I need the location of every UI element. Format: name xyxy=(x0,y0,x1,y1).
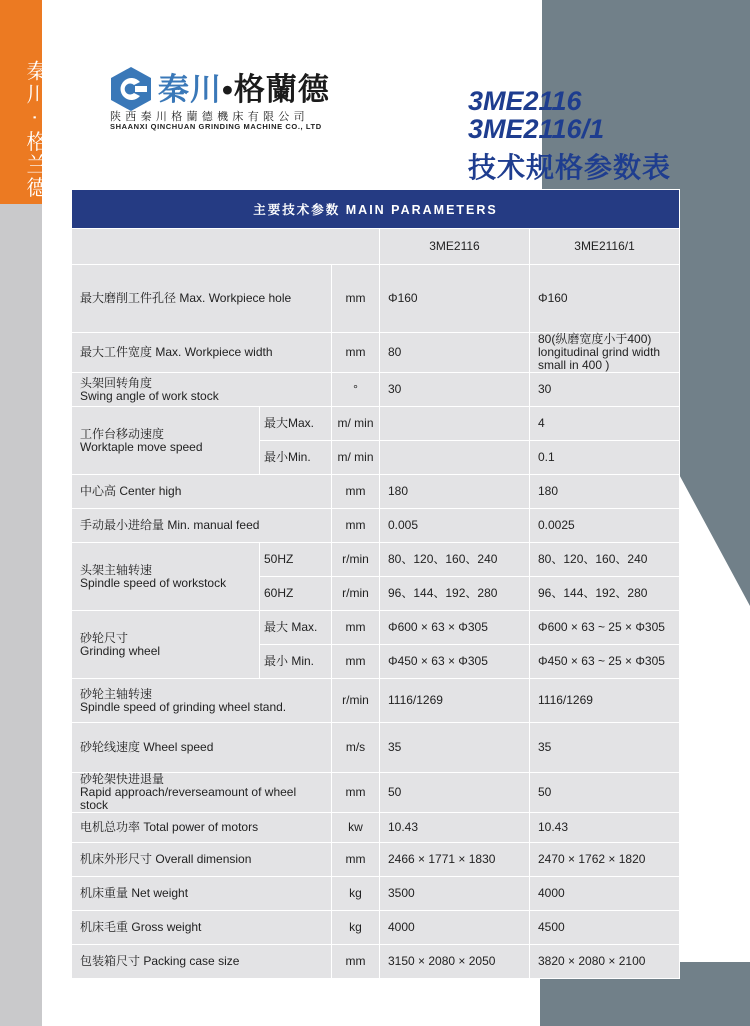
value-model-1: 1116/1269 xyxy=(380,679,530,723)
table-row xyxy=(72,407,680,441)
table-row xyxy=(72,773,680,813)
param-name-cell xyxy=(72,475,332,509)
param-name-cn: 砂轮线速度 xyxy=(80,740,141,754)
logo-name xyxy=(158,64,330,109)
logo-name-part-b: •格蘭德 xyxy=(222,72,330,107)
param-sub-label: 60HZ xyxy=(260,577,332,611)
param-name-cn: 最大磨削工件孔径 xyxy=(80,291,177,305)
table-row xyxy=(72,843,680,877)
param-unit: ° xyxy=(332,373,380,407)
param-unit: kg xyxy=(332,877,380,911)
value-model-1: 50 xyxy=(380,773,530,813)
model-title-2: 3ME2116/1 xyxy=(468,114,605,144)
value-model-2: Φ600 × 63 ~ 25 × Φ305 xyxy=(530,611,680,645)
param-name-cn: 最大工件宽度 xyxy=(80,345,153,359)
value-model-2: 1116/1269 xyxy=(530,679,680,723)
value-model-1: 0.005 xyxy=(380,509,530,543)
value-model-2: 4000 xyxy=(530,877,680,911)
param-name-en: Worktaple move speed xyxy=(80,439,203,454)
table-row xyxy=(72,333,680,373)
table-row xyxy=(72,911,680,945)
param-name-cell xyxy=(72,773,332,813)
param-name-cell xyxy=(72,333,332,373)
value-model-2: 10.43 xyxy=(530,813,680,843)
param-unit: mm xyxy=(332,333,380,373)
value-model-1: 3500 xyxy=(380,877,530,911)
param-name-en: Total power of motors xyxy=(143,820,259,834)
param-name-en: Max. Workpiece hole xyxy=(179,291,292,305)
param-unit: m/s xyxy=(332,723,380,773)
value-model-2: 3820 × 2080 × 2100 xyxy=(530,945,680,979)
spec-table xyxy=(71,189,679,979)
logo-name-part-a: 秦川 xyxy=(158,72,222,107)
logo-company-en: SHAANXI QINCHUAN GRINDING MACHINE CO., LTD xyxy=(110,122,322,131)
param-name-cn: 机床重量 xyxy=(80,886,129,900)
table-row xyxy=(72,543,680,577)
value-model-2: Φ160 xyxy=(530,265,680,333)
param-name-en: Spindle speed of workstock xyxy=(80,575,227,590)
company-logo xyxy=(108,66,338,132)
param-name-cell xyxy=(72,945,332,979)
param-name-cell xyxy=(72,911,332,945)
table-row xyxy=(72,475,680,509)
param-name-en: Net weight xyxy=(131,886,189,900)
param-name-cell xyxy=(72,679,332,723)
value-model-1: 2466 × 1771 × 1830 xyxy=(380,843,530,877)
param-sub-label: 最小 Min. xyxy=(260,645,332,679)
table-row xyxy=(72,611,680,645)
value-model-1 xyxy=(380,441,530,475)
value-model-2: Φ450 × 63 ~ 25 × Φ305 xyxy=(530,645,680,679)
value-model-1: 4000 xyxy=(380,911,530,945)
value-model-2: 4 xyxy=(530,407,680,441)
value-model-2: 35 xyxy=(530,723,680,773)
param-unit: kg xyxy=(332,911,380,945)
value-model-2: 80(纵磨宽度小于400) longitudinal grind width small in 400 ) xyxy=(530,333,680,373)
param-name-en: Gross weight xyxy=(131,920,202,934)
value-model-1: 30 xyxy=(380,373,530,407)
param-name-en: Center high xyxy=(119,484,182,498)
value-model-2: 96、144、192、280 xyxy=(530,577,680,611)
param-name-en: Rapid approach/reverseamount of wheel stock xyxy=(80,785,297,812)
param-unit: m/ min xyxy=(332,441,380,475)
param-name-en: Swing angle of work stock xyxy=(80,388,219,403)
param-sub-label: 最大Max. xyxy=(260,407,332,441)
param-sub-label: 50HZ xyxy=(260,543,332,577)
param-name-en: Max. Workpiece width xyxy=(155,345,273,359)
param-name-en: Grinding wheel xyxy=(80,643,161,658)
param-name-cell xyxy=(72,407,260,475)
param-name-cn: 砂轮架快进退量 xyxy=(80,772,165,786)
param-name-cn: 中心高 xyxy=(80,484,117,498)
value-model-1 xyxy=(380,407,530,441)
value-model-1: Φ450 × 63 × Φ305 xyxy=(380,645,530,679)
param-unit: r/min xyxy=(332,543,380,577)
param-name-cn: 头架回转角度 xyxy=(80,375,153,390)
value-model-2: 50 xyxy=(530,773,680,813)
table-row xyxy=(72,509,680,543)
param-name-cell xyxy=(72,813,332,843)
table-row xyxy=(72,723,680,773)
param-name-cn: 手动最小进给量 xyxy=(80,518,165,532)
param-unit: mm xyxy=(332,773,380,813)
model-header-blank xyxy=(72,229,380,265)
param-sub-label: 最小Min. xyxy=(260,441,332,475)
param-name-en: Min. manual feed xyxy=(167,518,260,532)
value-model-2: 0.1 xyxy=(530,441,680,475)
param-unit: mm xyxy=(332,843,380,877)
value-model-1: 10.43 xyxy=(380,813,530,843)
param-name-cn: 工作台移动速度 xyxy=(80,426,165,441)
param-name-en: Spindle speed of grinding wheel stand. xyxy=(80,699,287,714)
value-model-1: 96、144、192、280 xyxy=(380,577,530,611)
model-title-1: 3ME2116 xyxy=(468,86,582,116)
table-row xyxy=(72,265,680,333)
table-row xyxy=(72,679,680,723)
param-unit: mm xyxy=(332,611,380,645)
value-model-2: 4500 xyxy=(530,911,680,945)
value-model-1: 3150 × 2080 × 2050 xyxy=(380,945,530,979)
param-name-cn: 头架主轴转速 xyxy=(80,562,153,577)
value-model-2: 0.0025 xyxy=(530,509,680,543)
value-model-2: 2470 × 1762 × 1820 xyxy=(530,843,680,877)
value-model-2: 80、120、160、240 xyxy=(530,543,680,577)
param-name-cell xyxy=(72,843,332,877)
param-name-cell xyxy=(72,877,332,911)
param-sub-label: 最大 Max. xyxy=(260,611,332,645)
param-unit: kw xyxy=(332,813,380,843)
param-unit: m/ min xyxy=(332,407,380,441)
table-row xyxy=(72,813,680,843)
param-name-cn: 砂轮尺寸 xyxy=(80,630,129,645)
value-model-1: Φ600 × 63 × Φ305 xyxy=(380,611,530,645)
param-unit: r/min xyxy=(332,577,380,611)
param-name-en: Packing case size xyxy=(143,954,240,968)
logo-company-cn: 陕西秦川格蘭德機床有限公司 xyxy=(110,111,309,123)
table-header: 主要技术参数 MAIN PARAMETERS xyxy=(72,190,680,229)
model-header-2: 3ME2116/1 xyxy=(530,229,680,265)
param-unit: mm xyxy=(332,265,380,333)
model-header-1: 3ME2116 xyxy=(380,229,530,265)
param-name-en: Wheel speed xyxy=(143,740,214,754)
param-unit: mm xyxy=(332,645,380,679)
value-model-2: 180 xyxy=(530,475,680,509)
value-model-2: 30 xyxy=(530,373,680,407)
value-model-1: 80、120、160、240 xyxy=(380,543,530,577)
param-name-cell xyxy=(72,509,332,543)
param-name-cn: 机床毛重 xyxy=(80,920,129,934)
value-model-1: 80 xyxy=(380,333,530,373)
param-name-cell xyxy=(72,373,332,407)
table-row xyxy=(72,877,680,911)
param-name-cn: 机床外形尺寸 xyxy=(80,852,153,866)
param-name-cell xyxy=(72,265,332,333)
value-model-1: 35 xyxy=(380,723,530,773)
model-header-row xyxy=(72,229,680,265)
param-name-en: Overall dimension xyxy=(155,852,252,866)
param-name-cn: 包装箱尺寸 xyxy=(80,954,141,968)
logo-mark-icon xyxy=(108,66,154,112)
left-brand-text: 秦川 · 格兰德 xyxy=(24,60,47,200)
param-name-cell xyxy=(72,611,260,679)
table-row xyxy=(72,945,680,979)
param-name-cn: 砂轮主轴转速 xyxy=(80,686,153,701)
table-row xyxy=(72,373,680,407)
param-name-cn: 电机总功率 xyxy=(80,820,141,834)
param-unit: r/min xyxy=(332,679,380,723)
param-name-cell xyxy=(72,543,260,611)
value-model-1: Φ160 xyxy=(380,265,530,333)
value-model-1: 180 xyxy=(380,475,530,509)
param-unit: mm xyxy=(332,475,380,509)
param-name-cell xyxy=(72,723,332,773)
param-unit: mm xyxy=(332,509,380,543)
param-unit: mm xyxy=(332,945,380,979)
spec-subtitle: 技术规格参数表 xyxy=(468,152,672,183)
